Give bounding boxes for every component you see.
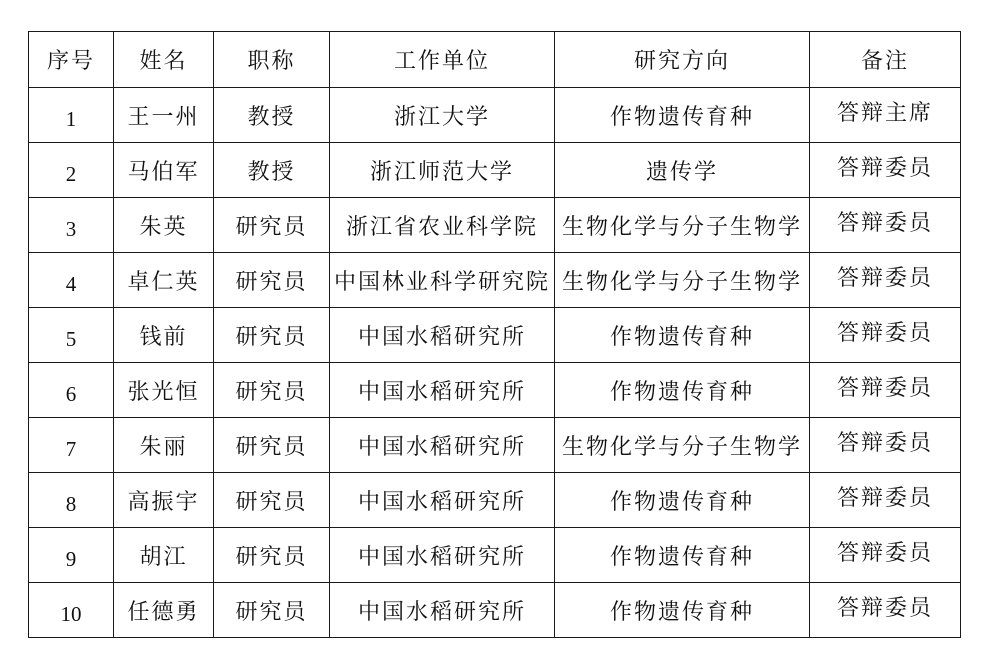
cell-title: 教授 [214,88,330,143]
header-remark: 备注 [810,32,961,88]
table-row [29,198,961,253]
table-row [29,88,961,143]
cell-title: 研究员 [214,253,330,308]
cell-research-field: 作物遗传育种 [555,528,810,583]
table-row [29,253,961,308]
cell-affiliation: 中国水稻研究所 [330,473,555,528]
cell-title: 研究员 [214,583,330,638]
cell-remark: 答辩主席 [810,88,961,143]
cell-name: 胡江 [114,528,214,583]
cell-index: 9 [29,528,114,583]
committee-table [28,31,961,638]
cell-remark: 答辩委员 [810,143,961,198]
cell-title: 研究员 [214,473,330,528]
cell-affiliation: 中国林业科学研究院 [330,253,555,308]
header-title: 职称 [214,32,330,88]
cell-index: 6 [29,363,114,418]
cell-index: 8 [29,473,114,528]
cell-name: 卓仁英 [114,253,214,308]
header-research-field: 研究方向 [555,32,810,88]
table-row [29,143,961,198]
cell-affiliation: 中国水稻研究所 [330,308,555,363]
cell-research-field: 生物化学与分子生物学 [555,418,810,473]
cell-name: 任德勇 [114,583,214,638]
cell-remark: 答辩委员 [810,363,961,418]
cell-affiliation: 浙江省农业科学院 [330,198,555,253]
cell-affiliation: 浙江师范大学 [330,143,555,198]
table-row [29,473,961,528]
cell-research-field: 生物化学与分子生物学 [555,198,810,253]
cell-research-field: 生物化学与分子生物学 [555,253,810,308]
cell-index: 10 [29,583,114,638]
cell-remark: 答辩委员 [810,583,961,638]
cell-index: 4 [29,253,114,308]
cell-title: 教授 [214,143,330,198]
cell-remark: 答辩委员 [810,418,961,473]
table-row [29,363,961,418]
cell-affiliation: 中国水稻研究所 [330,363,555,418]
cell-research-field: 作物遗传育种 [555,473,810,528]
table-header-row [29,32,961,88]
cell-research-field: 作物遗传育种 [555,583,810,638]
cell-remark: 答辩委员 [810,473,961,528]
table-row [29,583,961,638]
header-index: 序号 [29,32,114,88]
cell-title: 研究员 [214,308,330,363]
header-affiliation: 工作单位 [330,32,555,88]
header-name: 姓名 [114,32,214,88]
cell-research-field: 作物遗传育种 [555,88,810,143]
cell-index: 5 [29,308,114,363]
cell-affiliation: 中国水稻研究所 [330,528,555,583]
cell-title: 研究员 [214,528,330,583]
cell-research-field: 作物遗传育种 [555,363,810,418]
cell-title: 研究员 [214,363,330,418]
cell-remark: 答辩委员 [810,198,961,253]
cell-name: 朱丽 [114,418,214,473]
cell-affiliation: 浙江大学 [330,88,555,143]
cell-index: 2 [29,143,114,198]
cell-name: 马伯军 [114,143,214,198]
cell-remark: 答辩委员 [810,528,961,583]
cell-affiliation: 中国水稻研究所 [330,418,555,473]
cell-name: 钱前 [114,308,214,363]
cell-index: 1 [29,88,114,143]
cell-name: 朱英 [114,198,214,253]
cell-research-field: 遗传学 [555,143,810,198]
cell-index: 3 [29,198,114,253]
cell-title: 研究员 [214,198,330,253]
table-row [29,528,961,583]
cell-affiliation: 中国水稻研究所 [330,583,555,638]
cell-remark: 答辩委员 [810,308,961,363]
cell-name: 张光恒 [114,363,214,418]
cell-remark: 答辩委员 [810,253,961,308]
cell-title: 研究员 [214,418,330,473]
table-row [29,418,961,473]
cell-index: 7 [29,418,114,473]
cell-name: 王一州 [114,88,214,143]
cell-research-field: 作物遗传育种 [555,308,810,363]
cell-name: 高振宇 [114,473,214,528]
table-row [29,308,961,363]
